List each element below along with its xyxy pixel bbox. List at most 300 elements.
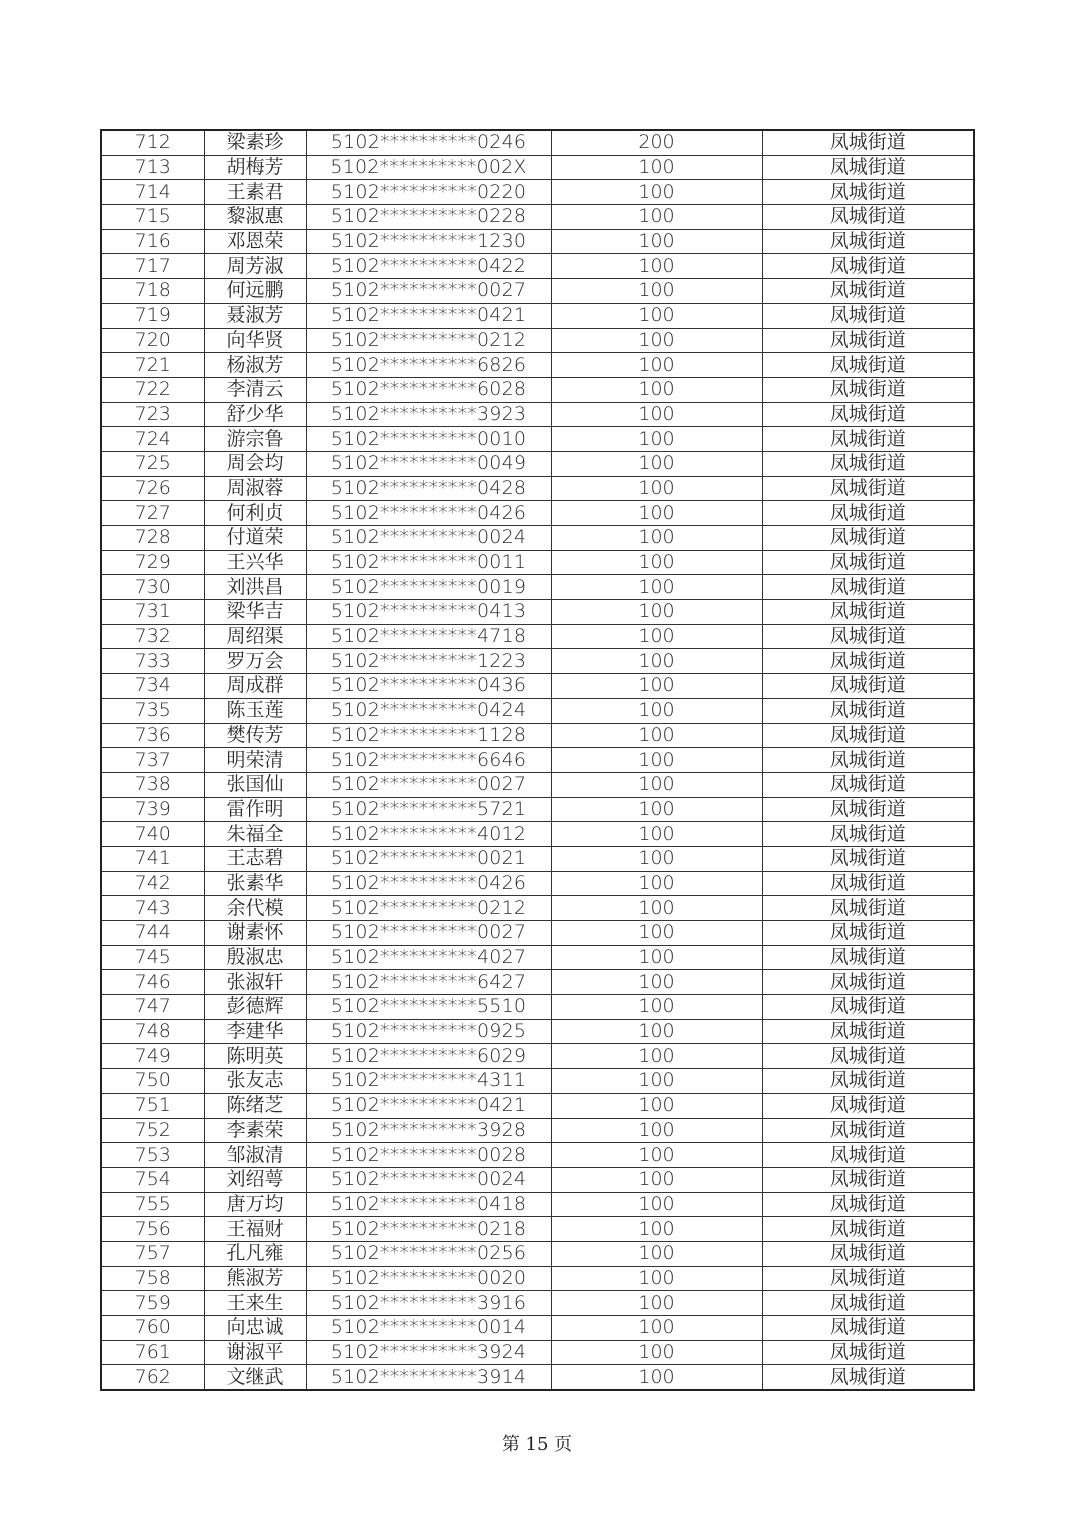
amount-cell: 100	[551, 303, 762, 328]
id-number-cell: 5102**********0220	[306, 180, 551, 205]
subdistrict-cell: 凤城街道	[762, 846, 974, 871]
subdistrict-cell: 凤城街道	[762, 896, 974, 921]
subdistrict-cell: 凤城街道	[762, 1266, 974, 1291]
name-cell: 邹淑清	[204, 1143, 306, 1168]
amount-cell: 100	[551, 1217, 762, 1242]
row-number-cell: 759	[101, 1291, 204, 1316]
name-cell: 周芳淑	[204, 254, 306, 279]
subdistrict-cell: 凤城街道	[762, 723, 974, 748]
row-number-cell: 727	[101, 501, 204, 526]
row-number-cell: 712	[101, 130, 204, 155]
name-cell: 杨淑芳	[204, 353, 306, 378]
name-cell: 樊传芳	[204, 723, 306, 748]
name-cell: 李素荣	[204, 1118, 306, 1143]
amount-cell: 100	[551, 1143, 762, 1168]
id-number-cell: 5102**********0212	[306, 896, 551, 921]
amount-cell: 100	[551, 279, 762, 304]
subdistrict-cell: 凤城街道	[762, 303, 974, 328]
subdistrict-cell: 凤城街道	[762, 698, 974, 723]
subdistrict-cell: 凤城街道	[762, 279, 974, 304]
amount-cell: 100	[551, 649, 762, 674]
amount-cell: 100	[551, 328, 762, 353]
table-row	[101, 130, 974, 155]
row-number-cell: 725	[101, 451, 204, 476]
subdistrict-cell: 凤城街道	[762, 600, 974, 625]
table-row	[101, 1044, 974, 1069]
name-cell: 王素君	[204, 180, 306, 205]
amount-cell: 100	[551, 921, 762, 946]
row-number-cell: 732	[101, 624, 204, 649]
subdistrict-cell: 凤城街道	[762, 451, 974, 476]
table-row	[101, 995, 974, 1020]
amount-cell: 100	[551, 427, 762, 452]
subdistrict-cell: 凤城街道	[762, 1019, 974, 1044]
row-number-cell: 738	[101, 772, 204, 797]
row-number-cell: 726	[101, 476, 204, 501]
row-number-cell: 750	[101, 1069, 204, 1094]
row-number-cell: 714	[101, 180, 204, 205]
amount-cell: 100	[551, 180, 762, 205]
row-number-cell: 721	[101, 353, 204, 378]
table-row	[101, 205, 974, 230]
row-number-cell: 722	[101, 377, 204, 402]
amount-cell: 100	[551, 476, 762, 501]
table-row	[101, 1093, 974, 1118]
id-number-cell: 5102**********6028	[306, 377, 551, 402]
table-row	[101, 723, 974, 748]
id-number-cell: 5102**********0256	[306, 1241, 551, 1266]
row-number-cell: 761	[101, 1340, 204, 1365]
table-row	[101, 970, 974, 995]
table-row	[101, 353, 974, 378]
name-cell: 游宗鲁	[204, 427, 306, 452]
id-number-cell: 5102**********1223	[306, 649, 551, 674]
name-cell: 熊淑芳	[204, 1266, 306, 1291]
row-number-cell: 728	[101, 526, 204, 551]
subdistrict-cell: 凤城街道	[762, 748, 974, 773]
name-cell: 孔凡雍	[204, 1241, 306, 1266]
amount-cell: 100	[551, 526, 762, 551]
subdistrict-cell: 凤城街道	[762, 921, 974, 946]
id-number-cell: 5102**********6826	[306, 353, 551, 378]
subdistrict-cell: 凤城街道	[762, 1241, 974, 1266]
id-number-cell: 5102**********0019	[306, 575, 551, 600]
amount-cell: 100	[551, 501, 762, 526]
amount-cell: 100	[551, 205, 762, 230]
id-number-cell: 5102**********0218	[306, 1217, 551, 1242]
row-number-cell: 736	[101, 723, 204, 748]
table-row	[101, 1316, 974, 1341]
table-row	[101, 501, 974, 526]
subdistrict-cell: 凤城街道	[762, 254, 974, 279]
amount-cell: 100	[551, 1266, 762, 1291]
table-row	[101, 1167, 974, 1192]
name-cell: 雷作明	[204, 797, 306, 822]
table-row	[101, 476, 974, 501]
subdistrict-cell: 凤城街道	[762, 155, 974, 180]
subdistrict-cell: 凤城街道	[762, 1167, 974, 1192]
subdistrict-cell: 凤城街道	[762, 970, 974, 995]
row-number-cell: 729	[101, 550, 204, 575]
id-number-cell: 5102**********0212	[306, 328, 551, 353]
row-number-cell: 744	[101, 921, 204, 946]
id-number-cell: 5102**********0049	[306, 451, 551, 476]
name-cell: 李建华	[204, 1019, 306, 1044]
name-cell: 王福财	[204, 1217, 306, 1242]
table-row	[101, 1143, 974, 1168]
subdistrict-cell: 凤城街道	[762, 205, 974, 230]
amount-cell: 100	[551, 1365, 762, 1390]
row-number-cell: 724	[101, 427, 204, 452]
table-row	[101, 402, 974, 427]
name-cell: 张素华	[204, 871, 306, 896]
table-row	[101, 550, 974, 575]
name-cell: 何远鹏	[204, 279, 306, 304]
amount-cell: 100	[551, 1192, 762, 1217]
amount-cell: 100	[551, 995, 762, 1020]
subdistrict-cell: 凤城街道	[762, 427, 974, 452]
subdistrict-cell: 凤城街道	[762, 772, 974, 797]
name-cell: 邓恩荣	[204, 229, 306, 254]
name-cell: 刘洪昌	[204, 575, 306, 600]
amount-cell: 100	[551, 377, 762, 402]
table-row	[101, 649, 974, 674]
name-cell: 王志碧	[204, 846, 306, 871]
table-row	[101, 871, 974, 896]
table-row	[101, 1192, 974, 1217]
id-number-cell: 5102**********0014	[306, 1316, 551, 1341]
subdistrict-cell: 凤城街道	[762, 180, 974, 205]
id-number-cell: 5102**********3914	[306, 1365, 551, 1390]
id-number-cell: 5102**********0228	[306, 205, 551, 230]
table-row	[101, 797, 974, 822]
id-number-cell: 5102**********1230	[306, 229, 551, 254]
name-cell: 向华贤	[204, 328, 306, 353]
amount-cell: 100	[551, 1069, 762, 1094]
table-row	[101, 945, 974, 970]
id-number-cell: 5102**********0246	[306, 130, 551, 155]
id-number-cell: 5102**********5721	[306, 797, 551, 822]
subdistrict-cell: 凤城街道	[762, 1291, 974, 1316]
amount-cell: 100	[551, 1241, 762, 1266]
amount-cell: 100	[551, 748, 762, 773]
amount-cell: 100	[551, 945, 762, 970]
subdistrict-cell: 凤城街道	[762, 353, 974, 378]
subdistrict-cell: 凤城街道	[762, 1316, 974, 1341]
table-row	[101, 1118, 974, 1143]
row-number-cell: 749	[101, 1044, 204, 1069]
table-row	[101, 377, 974, 402]
name-cell: 张国仙	[204, 772, 306, 797]
table-row	[101, 846, 974, 871]
row-number-cell: 740	[101, 822, 204, 847]
amount-cell: 100	[551, 155, 762, 180]
table-row	[101, 451, 974, 476]
row-number-cell: 731	[101, 600, 204, 625]
row-number-cell: 748	[101, 1019, 204, 1044]
amount-cell: 100	[551, 674, 762, 699]
roster-table-body	[101, 130, 974, 1390]
table-row	[101, 1019, 974, 1044]
name-cell: 陈玉莲	[204, 698, 306, 723]
amount-cell: 100	[551, 970, 762, 995]
row-number-cell: 720	[101, 328, 204, 353]
id-number-cell: 5102**********4311	[306, 1069, 551, 1094]
table-row	[101, 279, 974, 304]
subdistrict-cell: 凤城街道	[762, 575, 974, 600]
id-number-cell: 5102**********3928	[306, 1118, 551, 1143]
subdistrict-cell: 凤城街道	[762, 1340, 974, 1365]
id-number-cell: 5102**********0421	[306, 303, 551, 328]
name-cell: 彭德辉	[204, 995, 306, 1020]
row-number-cell: 758	[101, 1266, 204, 1291]
table-row	[101, 526, 974, 551]
row-number-cell: 747	[101, 995, 204, 1020]
row-number-cell: 760	[101, 1316, 204, 1341]
amount-cell: 100	[551, 698, 762, 723]
name-cell: 陈绪芝	[204, 1093, 306, 1118]
id-number-cell: 5102**********3923	[306, 402, 551, 427]
subdistrict-cell: 凤城街道	[762, 526, 974, 551]
id-number-cell: 5102**********4027	[306, 945, 551, 970]
id-number-cell: 5102**********0027	[306, 921, 551, 946]
row-number-cell: 746	[101, 970, 204, 995]
name-cell: 梁素珍	[204, 130, 306, 155]
name-cell: 张淑轩	[204, 970, 306, 995]
table-row	[101, 328, 974, 353]
table-row	[101, 1291, 974, 1316]
subdistrict-cell: 凤城街道	[762, 1143, 974, 1168]
row-number-cell: 717	[101, 254, 204, 279]
name-cell: 王来生	[204, 1291, 306, 1316]
id-number-cell: 5102**********6029	[306, 1044, 551, 1069]
name-cell: 陈明英	[204, 1044, 306, 1069]
id-number-cell: 5102**********6427	[306, 970, 551, 995]
amount-cell: 100	[551, 229, 762, 254]
name-cell: 周会均	[204, 451, 306, 476]
amount-cell: 100	[551, 402, 762, 427]
table-row	[101, 180, 974, 205]
name-cell: 李清云	[204, 377, 306, 402]
name-cell: 唐万均	[204, 1192, 306, 1217]
id-number-cell: 5102**********4012	[306, 822, 551, 847]
subdistrict-cell: 凤城街道	[762, 1118, 974, 1143]
subdistrict-cell: 凤城街道	[762, 995, 974, 1020]
subdistrict-cell: 凤城街道	[762, 229, 974, 254]
id-number-cell: 5102**********0028	[306, 1143, 551, 1168]
table-row	[101, 303, 974, 328]
table-row	[101, 155, 974, 180]
id-number-cell: 5102**********0021	[306, 846, 551, 871]
amount-cell: 100	[551, 797, 762, 822]
name-cell: 梁华吉	[204, 600, 306, 625]
name-cell: 向忠诚	[204, 1316, 306, 1341]
subdistrict-cell: 凤城街道	[762, 1365, 974, 1390]
id-number-cell: 5102**********0426	[306, 501, 551, 526]
amount-cell: 100	[551, 1019, 762, 1044]
row-number-cell: 741	[101, 846, 204, 871]
id-number-cell: 5102**********4718	[306, 624, 551, 649]
id-number-cell: 5102**********002X	[306, 155, 551, 180]
id-number-cell: 5102**********0421	[306, 1093, 551, 1118]
row-number-cell: 734	[101, 674, 204, 699]
amount-cell: 100	[551, 822, 762, 847]
subdistrict-cell: 凤城街道	[762, 1217, 974, 1242]
id-number-cell: 5102**********0011	[306, 550, 551, 575]
id-number-cell: 5102**********0426	[306, 871, 551, 896]
row-number-cell: 733	[101, 649, 204, 674]
row-number-cell: 723	[101, 402, 204, 427]
table-row	[101, 772, 974, 797]
subdistrict-cell: 凤城街道	[762, 501, 974, 526]
table-row	[101, 896, 974, 921]
row-number-cell: 752	[101, 1118, 204, 1143]
name-cell: 罗万会	[204, 649, 306, 674]
table-row	[101, 748, 974, 773]
name-cell: 刘绍萼	[204, 1167, 306, 1192]
row-number-cell: 713	[101, 155, 204, 180]
row-number-cell: 719	[101, 303, 204, 328]
name-cell: 王兴华	[204, 550, 306, 575]
name-cell: 朱福全	[204, 822, 306, 847]
id-number-cell: 5102**********1128	[306, 723, 551, 748]
name-cell: 周成群	[204, 674, 306, 699]
table-row	[101, 1365, 974, 1390]
table-row	[101, 698, 974, 723]
subdistrict-cell: 凤城街道	[762, 674, 974, 699]
row-number-cell: 755	[101, 1192, 204, 1217]
amount-cell: 100	[551, 1340, 762, 1365]
name-cell: 谢淑平	[204, 1340, 306, 1365]
id-number-cell: 5102**********0925	[306, 1019, 551, 1044]
subdistrict-cell: 凤城街道	[762, 402, 974, 427]
table-row	[101, 600, 974, 625]
name-cell: 张友志	[204, 1069, 306, 1094]
row-number-cell: 735	[101, 698, 204, 723]
id-number-cell: 5102**********3924	[306, 1340, 551, 1365]
name-cell: 何利贞	[204, 501, 306, 526]
table-row	[101, 254, 974, 279]
row-number-cell: 756	[101, 1217, 204, 1242]
name-cell: 付道荣	[204, 526, 306, 551]
name-cell: 明荣清	[204, 748, 306, 773]
subdistrict-cell: 凤城街道	[762, 377, 974, 402]
amount-cell: 100	[551, 871, 762, 896]
table-row	[101, 822, 974, 847]
id-number-cell: 5102**********0424	[306, 698, 551, 723]
amount-cell: 100	[551, 1316, 762, 1341]
name-cell: 周绍渠	[204, 624, 306, 649]
row-number-cell: 754	[101, 1167, 204, 1192]
id-number-cell: 5102**********0413	[306, 600, 551, 625]
table-row	[101, 427, 974, 452]
id-number-cell: 5102**********0428	[306, 476, 551, 501]
id-number-cell: 5102**********0422	[306, 254, 551, 279]
row-number-cell: 743	[101, 896, 204, 921]
table-row	[101, 921, 974, 946]
amount-cell: 100	[551, 846, 762, 871]
row-number-cell: 730	[101, 575, 204, 600]
id-number-cell: 5102**********0027	[306, 772, 551, 797]
table-row	[101, 1340, 974, 1365]
table-row	[101, 1217, 974, 1242]
amount-cell: 100	[551, 550, 762, 575]
table-row	[101, 1069, 974, 1094]
subdistrict-cell: 凤城街道	[762, 822, 974, 847]
table-row	[101, 1266, 974, 1291]
name-cell: 聂淑芳	[204, 303, 306, 328]
subdistrict-cell: 凤城街道	[762, 797, 974, 822]
id-number-cell: 5102**********0027	[306, 279, 551, 304]
row-number-cell: 751	[101, 1093, 204, 1118]
name-cell: 胡梅芳	[204, 155, 306, 180]
row-number-cell: 745	[101, 945, 204, 970]
row-number-cell: 715	[101, 205, 204, 230]
subdistrict-cell: 凤城街道	[762, 649, 974, 674]
amount-cell: 100	[551, 723, 762, 748]
subdistrict-cell: 凤城街道	[762, 945, 974, 970]
subdistrict-cell: 凤城街道	[762, 130, 974, 155]
name-cell: 余代模	[204, 896, 306, 921]
amount-cell: 100	[551, 1167, 762, 1192]
subdistrict-cell: 凤城街道	[762, 550, 974, 575]
id-number-cell: 5102**********3916	[306, 1291, 551, 1316]
id-number-cell: 5102**********5510	[306, 995, 551, 1020]
amount-cell: 100	[551, 1118, 762, 1143]
id-number-cell: 5102**********0024	[306, 1167, 551, 1192]
amount-cell: 100	[551, 1291, 762, 1316]
amount-cell: 100	[551, 353, 762, 378]
page-number: 第 15 页	[501, 1434, 573, 1455]
table-row	[101, 229, 974, 254]
name-cell: 谢素怀	[204, 921, 306, 946]
amount-cell: 100	[551, 254, 762, 279]
name-cell: 殷淑忠	[204, 945, 306, 970]
row-number-cell: 718	[101, 279, 204, 304]
amount-cell: 100	[551, 772, 762, 797]
table-row	[101, 624, 974, 649]
amount-cell: 100	[551, 896, 762, 921]
id-number-cell: 5102**********0010	[306, 427, 551, 452]
name-cell: 黎淑惠	[204, 205, 306, 230]
id-number-cell: 5102**********0024	[306, 526, 551, 551]
subdistrict-cell: 凤城街道	[762, 476, 974, 501]
amount-cell: 100	[551, 600, 762, 625]
id-number-cell: 5102**********0418	[306, 1192, 551, 1217]
row-number-cell: 739	[101, 797, 204, 822]
amount-cell: 100	[551, 624, 762, 649]
table-row	[101, 1241, 974, 1266]
subdistrict-cell: 凤城街道	[762, 1192, 974, 1217]
id-number-cell: 5102**********0436	[306, 674, 551, 699]
name-cell: 周淑蓉	[204, 476, 306, 501]
subdistrict-cell: 凤城街道	[762, 871, 974, 896]
subdistrict-cell: 凤城街道	[762, 1093, 974, 1118]
amount-cell: 100	[551, 575, 762, 600]
amount-cell: 100	[551, 1093, 762, 1118]
row-number-cell: 757	[101, 1241, 204, 1266]
roster-table	[100, 129, 975, 1391]
amount-cell: 200	[551, 130, 762, 155]
row-number-cell: 737	[101, 748, 204, 773]
row-number-cell: 753	[101, 1143, 204, 1168]
subdistrict-cell: 凤城街道	[762, 1069, 974, 1094]
id-number-cell: 5102**********6646	[306, 748, 551, 773]
table-row	[101, 575, 974, 600]
name-cell: 文继武	[204, 1365, 306, 1390]
id-number-cell: 5102**********0020	[306, 1266, 551, 1291]
row-number-cell: 716	[101, 229, 204, 254]
